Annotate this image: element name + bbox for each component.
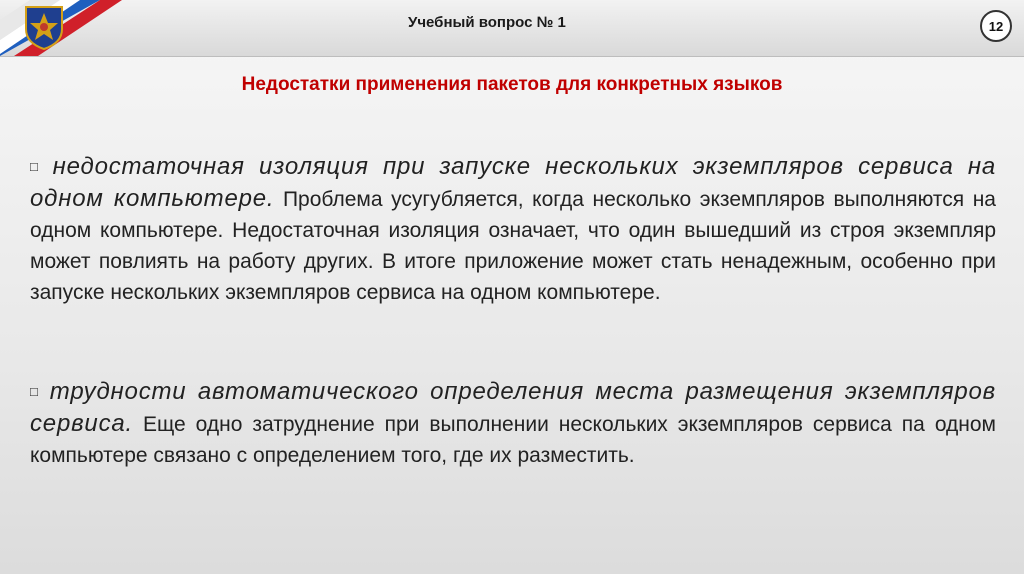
bullet-marker-icon: □ (30, 159, 45, 174)
bullet-marker-icon: □ (30, 384, 42, 399)
bullet-heading: недостаточная изоляция при запуске нескольких экземпляров сервиса на одном компьютере. (30, 153, 996, 212)
military-emblem-icon (20, 3, 68, 51)
slide-header (0, 0, 1024, 57)
bullet-text: Еще одно затруднение при выполнении нескольких экземпляров сервиса па одном компьютере связано с определением того, где их разместить. (30, 413, 996, 467)
slide-title: Недостатки применения пакетов для конкретных языков (241, 74, 783, 95)
bullet-item (30, 376, 996, 471)
bullet-item (30, 151, 996, 308)
header-title: Учебный вопрос № 1 (408, 14, 566, 31)
page-number-badge: 12 (980, 10, 1012, 42)
bullet-text: Проблема усугубляется, когда несколько экземпляров выполняются на одном компьютере. Недостаточная изоляция означает, что один вышедший из строя экземпляр может повлиять на работу других. В итоге приложение может стать ненадежным, особенно при запуске нескольких экземпляров сервиса на одном компьютере. (30, 188, 996, 304)
bullet-heading: трудности автоматического определения места размещения экземпляров сервиса. (30, 378, 996, 437)
